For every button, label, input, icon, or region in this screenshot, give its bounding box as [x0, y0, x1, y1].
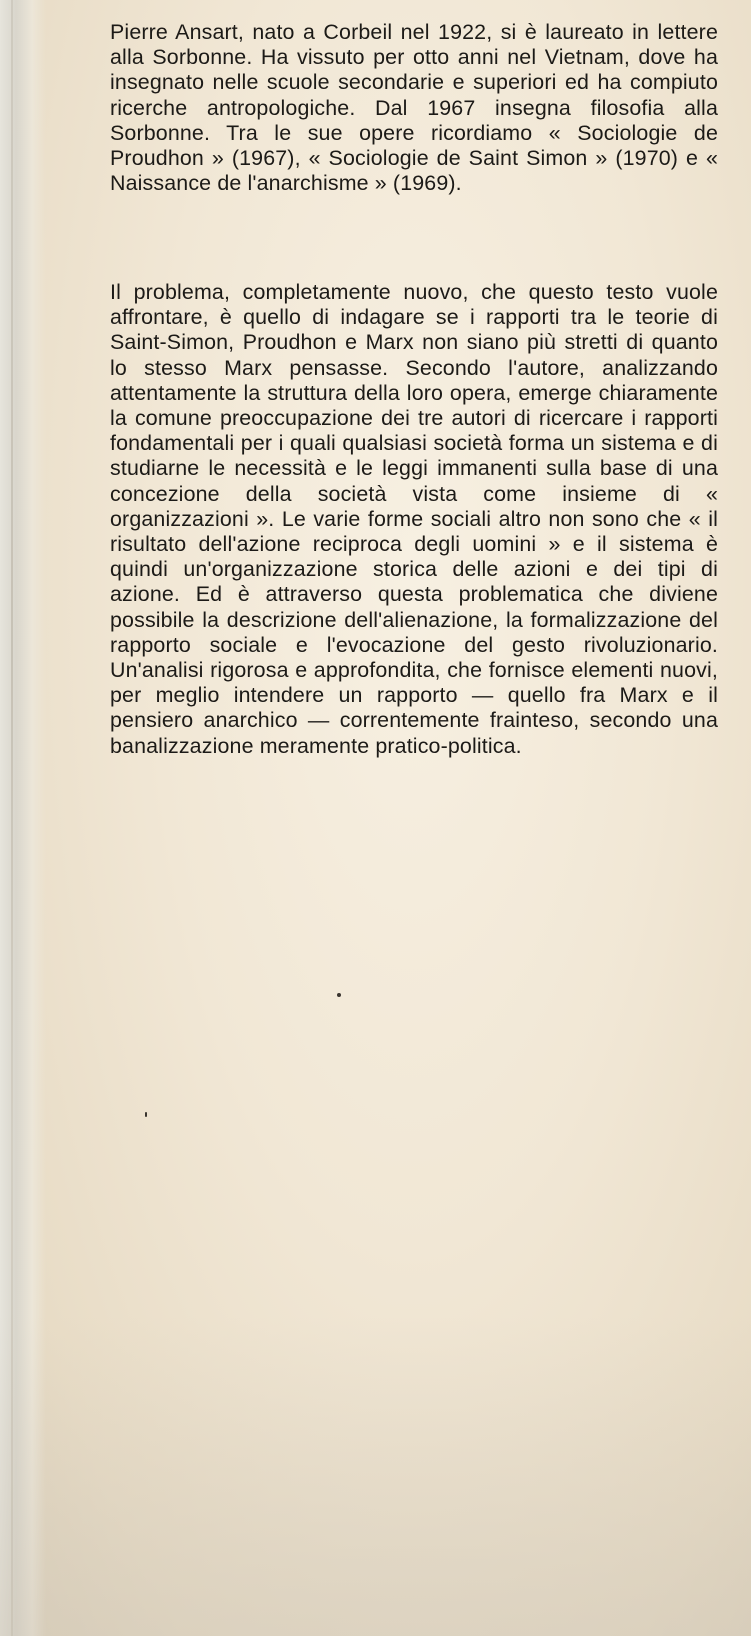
- paper-speck: [145, 1112, 147, 1117]
- book-summary-paragraph: Il problema, completamente nuovo, che questo testo vuole affrontare, è quello di indagare se i rapporti tra le teorie di Saint-Simon, Proudhon e Marx non siano più stretti di quanto lo stesso Marx pensasse. Secondo l'autore, analizzando attentamente la struttura della loro opera, emerge chiaramente la comune preoccupazione dei tre autori di ricercare i rapporti fondamentali per i quali qualsiasi società forma un sistema e di studiarne le necessità e le leggi immanenti sulla base di una concezione della società vista come insieme di « organizzazioni ». Le varie forme sociali altro non sono che « il risultato dell'azione reciproca degli uomini » e il sistema è quindi un'organizzazione storica delle azioni e dei tipi di azione. Ed è attraverso questa problematica che diviene possibile la descrizione dell'alienazione, la formalizzazione del rapporto sociale e l'evocazione del gesto rivoluzionario. Un'analisi rigorosa e approfondita, che fornisce elementi nuovi, per meglio intendere un rapporto — quello fra Marx e il pensiero anarchico — correntemente frainteso, secondo una banalizzazione meramente pratico-politica.: [110, 280, 718, 758]
- paper-speck: [337, 993, 341, 997]
- paper-wear-shading: [0, 1316, 751, 1636]
- author-bio-paragraph: Pierre Ansart, nato a Corbeil nel 1922, si è laureato in lettere alla Sorbonne. Ha vissuto per otto anni nel Vietnam, dove ha insegnato nelle scuole secondarie e superiori ed ha compiuto ricerche antropologiche. Dal 1967 insegna filosofia alla Sorbonne. Tra le sue opere ricordiamo « Sociologie de Proudhon » (1967), « Sociologie de Saint Simon » (1970) e « Naissance de l'anarchisme » (1969).: [110, 20, 718, 196]
